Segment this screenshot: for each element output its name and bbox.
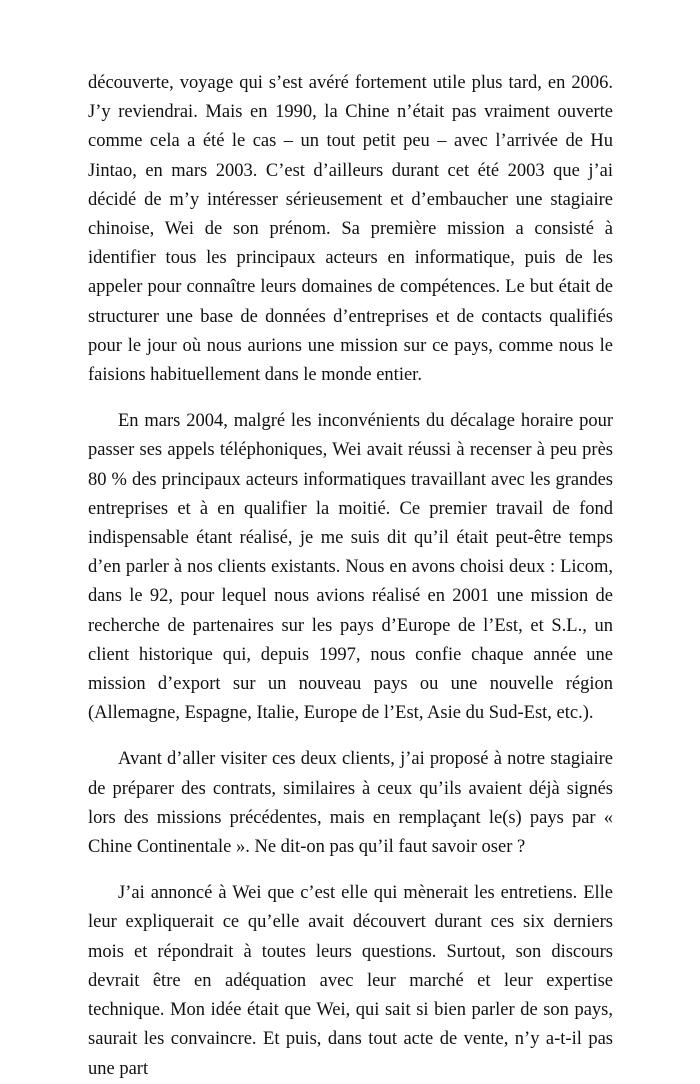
paragraph-3: Avant d’aller visiter ces deux clients, j’ai proposé à notre stagiaire de préparer des contrats, similaires à ceux qu’ils avaient déjà signés lors des missions précédentes, mais en remplaçant le(s) pays par « Chine Continentale ». Ne dit-on pas qu’il faut savoir oser ?: [88, 749, 613, 858]
paragraph-1: découverte, voyage qui s’est avéré fortement utile plus tard, en 2006. J’y reviendrai. Mais en 1990, la Chine n’était pas vraiment ouverte comme cela a été le cas – un tout petit peu – avec l’arrivée de Hu Jintao, en mars 2003. C’est d’ailleurs durant cet été 2003 que j’ai décidé de m’y intéresser sérieusement et d’embaucher une stagiaire chinoise, Wei de son prénom. Sa première mission a consisté à identifier tous les principaux acteurs en informatique, puis de les appeler pour connaître leurs domaines de compétences. Le but était de structurer une base de données d’entreprises et de contacts qualifiés pour le jour où nous aurions une mission sur ce pays, comme nous le faisions habituellement dans le monde entier.: [88, 73, 613, 386]
paragraph-2: En mars 2004, malgré les inconvénients du décalage horaire pour passer ses appels téléphoniques, Wei avait réussi à recenser à peu près 80 % des principaux acteurs informatiques travaillant avec les grandes entreprises et à en qualifier la moitié. Ce premier travail de fond indispensable étant réalisé, je me suis dit qu’il était peut-être temps d’en parler à nos clients existants. Nous en avons choisi deux : Licom, dans le 92, pour lequel nous avions réalisé en 2001 une mission de recherche de partenaires sur les pays d’Europe de l’Est, et S.L., un client historique qui, depuis 1997, nous confie chaque année une mission d’export sur un nouveau pays ou une nouvelle région (Allemagne, Espagne, Italie, Europe de l’Est, Asie du Sud-Est, etc.).: [88, 411, 613, 724]
paragraph-4: J’ai annoncé à Wei que c’est elle qui mènerait les entretiens. Elle leur expliquerait ce qu’elle avait découvert durant ces six derniers mois et répondrait à toutes leurs questions. Surtout, son discours devrait être en adéquation avec leur marché et leur expertise technique. Mon idée était que Wei, qui sait si bien parler de son pays, saurait les convaincre. Et puis, dans tout acte de vente, n’y a-t-il pas une part: [88, 883, 613, 1079]
body-text: [88, 69, 613, 1084]
